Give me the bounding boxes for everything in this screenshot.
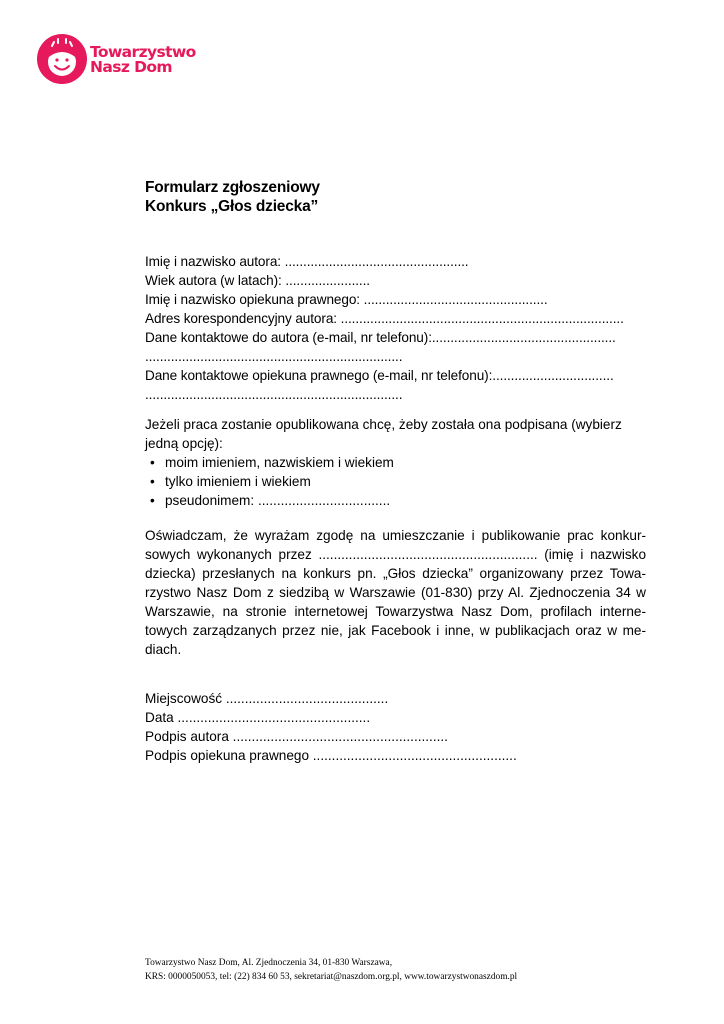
bullet-icon: •: [150, 455, 155, 470]
field-guardian-name[interactable]: Imię i nazwisko opiekuna prawnego: ..................................................: [145, 292, 548, 307]
consent-statement: Oświadczam, że wyrażam zgodę na umieszczanie i publikowanie prac konkur-sowych wykonanych przez .......................................................... (imię i nazwisko dziecka) przesłanych na konkurs pn. „Głos dziecka” organizowany przez Towa-rzystwo Nasz Dom z siedzibą w Warszawie (01-830) przy Al. Zjednoczenia 34 w Warszawie, na stronie internetowej Towarzystwa Nasz Dom, profilach interne-towych zarządzanych przez nie, jak Facebook i inne, w publikacjach oraz w me-diach.: [145, 528, 646, 657]
page-footer: [145, 956, 665, 984]
field-guardian-signature[interactable]: Podpis opiekuna prawnego ......................................................: [145, 748, 517, 763]
field-author-contact[interactable]: Dane kontaktowe do autora (e-mail, nr telefonu):..................................................: [145, 330, 616, 345]
field-guardian-contact[interactable]: Dane kontaktowe opiekuna prawnego (e-mail, nr telefonu):.................................: [145, 368, 614, 383]
bullet-icon: •: [150, 474, 155, 489]
title-line-2: Konkurs „Głos dziecka”: [145, 198, 319, 215]
bullet-icon: •: [150, 493, 155, 508]
option-label: moim imieniem, nazwiskiem i wiekiem: [165, 455, 394, 470]
option-label: pseudonimem: ...................................: [165, 493, 391, 508]
document-title: [145, 178, 320, 216]
title-line-1: Formularz zgłoszeniowy: [145, 179, 320, 196]
logo-line-2: Nasz Dom: [90, 58, 172, 76]
field-author-contact-continued[interactable]: ......................................................................: [145, 349, 403, 364]
field-place[interactable]: Miejscowość ...........................................: [145, 691, 389, 706]
organization-logo: [36, 33, 196, 89]
signature-options-list: [145, 453, 650, 510]
field-author-address[interactable]: Adres korespondencyjny autora: .............................................................................: [145, 311, 624, 326]
field-date[interactable]: Data ...................................................: [145, 710, 371, 725]
footer-contact: KRS: 0000050053, tel: (22) 834 60 53, sekretariat@naszdom.org.pl, www.towarzystwonaszdom.pl: [145, 972, 518, 982]
field-author-name[interactable]: Imię i nazwisko autora: ..................................................: [145, 254, 469, 269]
option-first-name-age[interactable]: [145, 472, 650, 491]
footer-address: Towarzystwo Nasz Dom, Al. Zjednoczenia 34, 01-830 Warszawa,: [145, 958, 393, 968]
option-pseudonym[interactable]: [145, 491, 650, 510]
field-author-age[interactable]: Wiek autora (w latach): .......................: [145, 273, 370, 288]
signature-choice-intro: Jeżeli praca zostanie opublikowana chcę, żeby została ona podpisana (wybierz jedną opcję):: [145, 417, 622, 451]
logo-wordmark: [90, 45, 196, 75]
option-label: tylko imieniem i wiekiem: [165, 474, 311, 489]
logo-line-1: Towarzystwo: [90, 43, 196, 61]
field-author-signature[interactable]: Podpis autora .........................................................: [145, 729, 448, 744]
applicant-fields: [145, 252, 650, 404]
option-full-name-age[interactable]: [145, 453, 650, 472]
field-guardian-contact-continued[interactable]: ......................................................................: [145, 387, 403, 402]
signature-fields: [145, 689, 650, 765]
smiling-child-face-icon: [36, 33, 88, 85]
